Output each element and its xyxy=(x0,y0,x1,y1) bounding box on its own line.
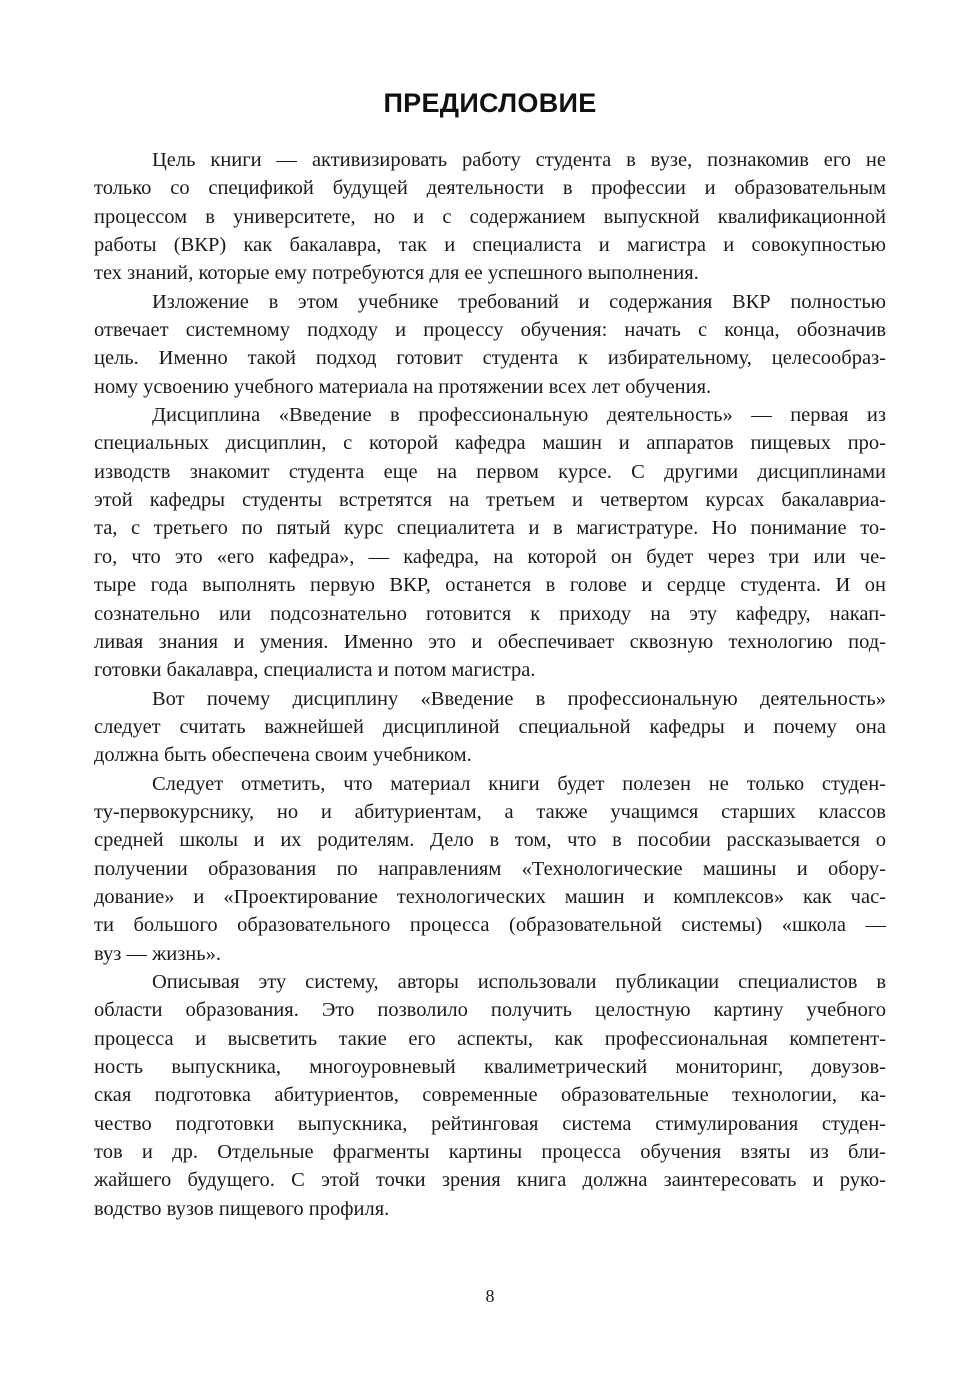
text-line: го, что это «его кафедра», — кафедра, на которой он будет через три или че- xyxy=(94,545,886,568)
text-line: Дисциплина «Введение в профессиональную деятельность» — первая из xyxy=(152,404,886,427)
text-line: ность выпускника, многоуровневый квалиметрический мониторинг, довузов- xyxy=(94,1056,886,1078)
paragraph xyxy=(94,770,886,968)
text-line: процесса и высветить такие его аспекты, как профессиональная компетент- xyxy=(94,1027,886,1050)
text-line: ти большого образовательного процесса (образовательной системы) «школа — xyxy=(94,914,886,937)
text-line: получении образования по направлениям «Технологические машины и обору- xyxy=(94,857,886,880)
text-line: работы (ВКР) как бакалавра, так и специалиста и магистра и совокупностью xyxy=(94,234,886,257)
text-line: Изложение в этом учебнике требований и содержания ВКР полностью xyxy=(152,290,886,313)
page-title: ПРЕДИСЛОВИЕ xyxy=(383,88,597,118)
text-line: изводств знакомит студента еще на первом курсе. С другими дисциплинами xyxy=(94,460,886,483)
text-line: та, с третьего по пятый курс специалитета и в магистратуре. Но понимание то- xyxy=(94,517,886,540)
text-line: специальных дисциплин, с которой кафедра машин и аппаратов пищевых про- xyxy=(94,432,886,455)
text-line: ному усвоению учебного материала на протяжении всех лет обучения. xyxy=(94,375,712,398)
text-line: отвечает системному подходу и процессу обучения: начать с конца, обозначив xyxy=(94,319,886,342)
text-line: Следует отметить, что материал книги будет полезен не только студен- xyxy=(152,772,886,795)
page-number: 8 xyxy=(485,1286,495,1306)
paragraph xyxy=(94,968,886,1223)
text-line: готовки бакалавра, специалиста и потом магистра. xyxy=(94,659,536,682)
text-line: цель. Именно такой подход готовит студента к избирательному, целесообраз- xyxy=(94,347,886,370)
text-line: процессом в университете, но и с содержанием выпускной квалификационной xyxy=(94,205,886,228)
text-line: только со спецификой будущей деятельности в профессии и образовательным xyxy=(94,177,886,200)
text-line: Цель книги — активизировать работу студента в вузе, познакомив его не xyxy=(152,149,886,171)
text-line: ту-первокурснику, но и абитуриентам, а также учащимся старших классов xyxy=(94,800,886,823)
text-line: дование» и «Проектирование технологических машин и комплексов» как час- xyxy=(94,885,886,908)
paragraph xyxy=(94,146,886,288)
body-text xyxy=(94,146,886,1223)
text-line: Описывая эту систему, авторы использовали публикации специалистов в xyxy=(152,970,886,993)
paragraph xyxy=(94,685,886,770)
text-line: ская подготовка абитуриентов, современные образовательные технологии, ка- xyxy=(94,1084,886,1107)
text-line: тех знаний, которые ему потребуются для ее успешного выполнения. xyxy=(94,262,699,285)
text-line: следует считать важнейшей дисциплиной специальной кафедры и почему она xyxy=(94,715,886,738)
text-line: Вот почему дисциплину «Введение в профессиональную деятельность» xyxy=(152,687,886,710)
text-line: тов и др. Отдельные фрагменты картины процесса обучения взяты из бли- xyxy=(94,1141,886,1164)
paragraph xyxy=(94,401,886,684)
text-line: области образования. Это позволило получить целостную картину учебного xyxy=(94,999,886,1022)
text-line: сознательно или подсознательно готовится к приходу на эту кафедру, накап- xyxy=(94,602,886,625)
text-line: чество подготовки выпускника, рейтинговая система стимулирования студен- xyxy=(94,1112,886,1135)
text-line: ливая знания и умения. Именно это и обеспечивает сквозную технологию под- xyxy=(94,630,886,653)
text-line: должна быть обеспечена своим учебником. xyxy=(94,744,472,767)
text-line: тыре года выполнять первую ВКР, останется в голове и сердце студента. И он xyxy=(94,574,886,597)
paragraph xyxy=(94,288,886,401)
text-line: водство вузов пищевого профиля. xyxy=(94,1197,390,1220)
text-line: жайшего будущего. С этой точки зрения книга должна заинтересовать и руко- xyxy=(94,1169,886,1192)
text-line: этой кафедры студенты встретятся на третьем и четвертом курсах бакалавриа- xyxy=(94,489,886,512)
text-line: вуз — жизнь». xyxy=(94,942,222,965)
text-line: средней школы и их родителям. Дело в том, что в пособии рассказывается о xyxy=(94,829,886,852)
